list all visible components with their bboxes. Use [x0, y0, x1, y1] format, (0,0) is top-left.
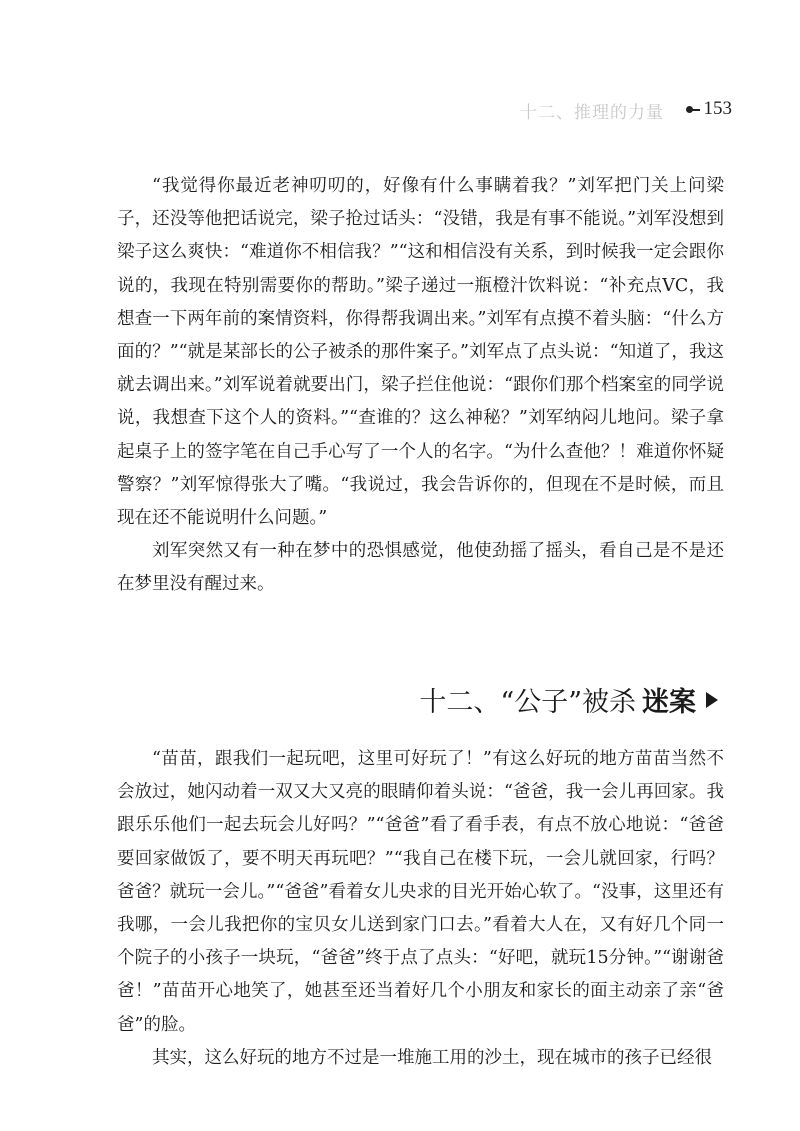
paragraph: “我觉得你最近老神叨叨的，好像有什么事瞒着我？”刘军把门关上问梁子，还没等他把话说完，梁子抢过话头：“没错，我是有事不能说。”刘军没想到梁子这么爽快：“难道你不相信我？”“这和相信没有关系，到时候我一定会跟你说的，我现在特别需要你的帮助。”梁子递过一瓶橙汁饮料说：“补充点VC，我想查一下两年前的案情资料，你得帮我调出来。”刘军有点摸不着头脑：“什么方面的？”“就是某部长的公子被杀的那件案子。”刘军点了点头说：“知道了，我这就去调出来。”刘军说着就要出门，梁子拦住他说：“跟你们那个档案室的同学说说，我想查下这个人的资料。”“查谁的？这么神秘？”刘军纳闷儿地问。梁子拿起桌子上的签字笔在自己手心写了一个人的名字。“为什么查他？！难道你怀疑警察？”刘军惊得张大了嘴。“我说过，我会告诉你的，但现在不是时候，而且现在还不能说明什么问题。”: [117, 176, 724, 529]
page-number: 153: [703, 98, 732, 119]
section-heading-emphasis: 迷案: [642, 687, 696, 718]
section-heading-text: 十二、“公子”被杀: [419, 687, 636, 718]
text-block-top: [117, 170, 724, 602]
text-block-bottom: [117, 743, 724, 1075]
ghost-header-text: 十二、推理的力量: [520, 103, 664, 123]
page-header: [686, 98, 733, 120]
paragraph: “苗苗，跟我们一起玩吧，这里可好玩了！”有这么好玩的地方苗苗当然不会放过，她闪动着一双又大又亮的眼睛仰着头说：“爸爸，我一会儿再回家。我跟乐乐他们一起去玩会儿好吗？”“爸爸”看了看手表，有点不放心地说：“爸爸要回家做饭了，要不明天再玩吧？”“我自己在楼下玩，一会儿就回家，行吗？爸爸？就玩一会儿。”“爸爸”看着女儿央求的目光开始心软了。“没事，这里还有我哪，一会儿我把你的宝贝女儿送到家门口去。”看着大人在，又有好几个同一个院子的小孩子一块玩，“爸爸”终于点了点头：“好吧，就玩15分钟。”“谢谢爸爸！”苗苗开心地笑了，她甚至还当着好几个小朋友和家长的面主动亲了亲“爸爸”的脸。: [117, 749, 724, 1035]
section-heading: [419, 680, 718, 719]
paragraph: 刘军突然又有一种在梦中的恐惧感觉，他使劲摇了摇头，看自己是不是还在梦里没有醒过来。: [117, 541, 724, 595]
paragraph: 其实，这么好玩的地方不过是一堆施工用的沙土，现在城市的孩子已经很: [152, 1047, 712, 1068]
triangle-right-icon: [706, 692, 718, 708]
bullet-pointer-icon: [686, 104, 700, 114]
